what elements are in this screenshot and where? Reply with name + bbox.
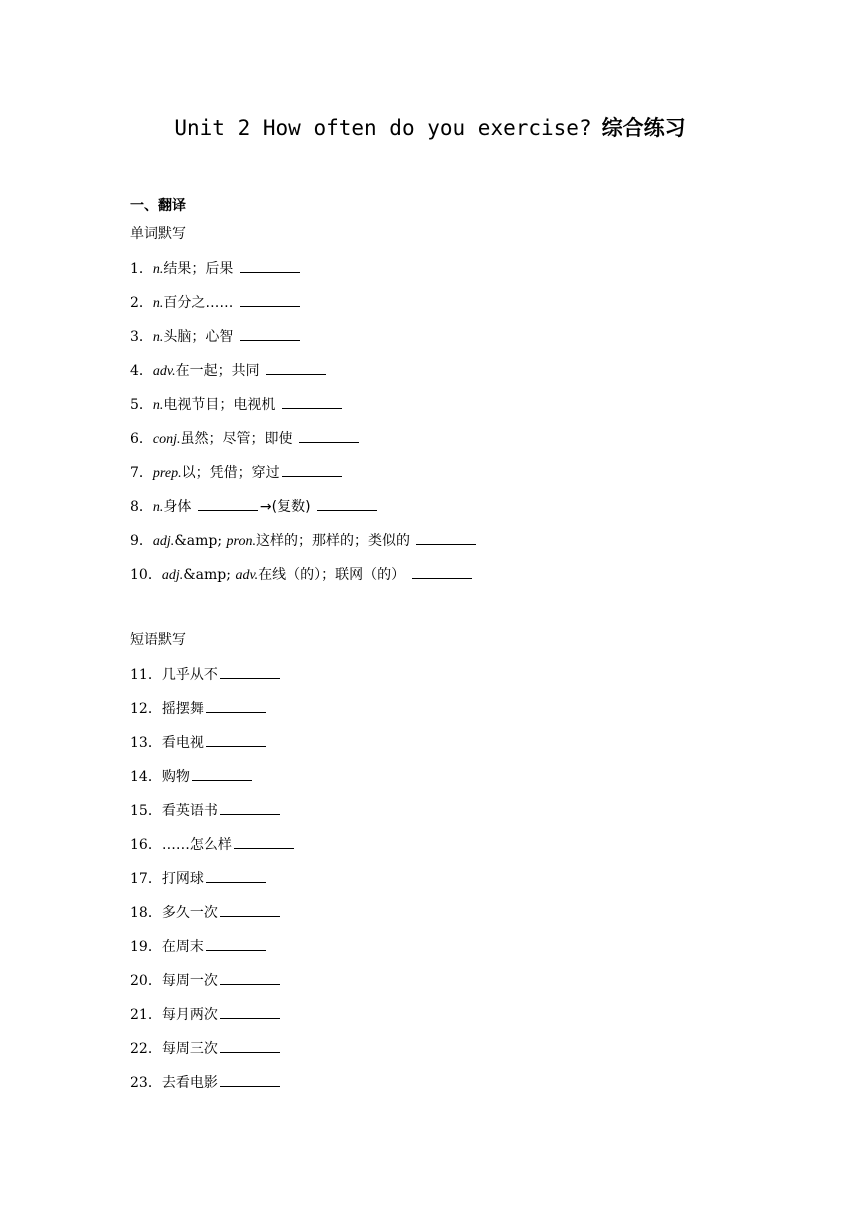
item-text: 百分之…… [163, 295, 238, 311]
phrase-item-19 [130, 936, 268, 957]
item-number: 9． [130, 533, 153, 549]
item-number: 19． [130, 939, 162, 955]
item-text: 摇摆舞 [161, 701, 204, 717]
item-number: 2． [130, 295, 153, 311]
item-text: 购物 [161, 769, 190, 785]
item-text: 虽然；尽管；即使 [180, 431, 297, 447]
part-of-speech: n. [152, 296, 164, 311]
item-number: 5． [130, 397, 153, 413]
phrase-item-11 [130, 664, 282, 685]
answer-blank[interactable] [299, 428, 359, 443]
item-number: 6． [130, 431, 153, 447]
item-text: 每周三次 [161, 1041, 218, 1057]
item-number: 20． [130, 973, 162, 989]
answer-blank[interactable] [206, 868, 266, 883]
word-item-6 [130, 428, 361, 450]
word-item-2 [130, 292, 302, 314]
title-chinese: 综合练习 [601, 116, 686, 140]
item-text: 看电视 [161, 735, 204, 751]
part-of-speech: n. [152, 398, 164, 413]
answer-blank[interactable] [240, 292, 300, 307]
amp-text: &amp; [174, 533, 227, 549]
item-text: 每周一次 [161, 973, 218, 989]
item-number: 4． [130, 363, 153, 379]
answer-blank[interactable] [240, 326, 300, 341]
item-number: 7． [130, 465, 153, 481]
answer-blank[interactable] [192, 766, 252, 781]
part-of-speech: n. [152, 500, 164, 515]
item-number: 14． [130, 769, 162, 785]
answer-blank[interactable] [206, 936, 266, 951]
answer-blank[interactable] [220, 1072, 280, 1087]
answer-blank[interactable] [206, 698, 266, 713]
phrase-item-16 [130, 834, 296, 855]
answer-blank[interactable] [412, 564, 472, 579]
phrase-item-21 [130, 1004, 282, 1025]
answer-blank[interactable] [282, 462, 342, 477]
item-text: 在一起；共同 [175, 363, 265, 379]
answer-blank[interactable] [206, 732, 266, 747]
phrase-item-22 [130, 1038, 282, 1059]
item-text: 电视节目；电视机 [163, 397, 280, 413]
answer-blank[interactable] [416, 530, 476, 545]
word-item-4 [130, 360, 328, 382]
phrase-item-13 [130, 732, 268, 753]
answer-blank[interactable] [240, 258, 300, 273]
item-number: 23． [130, 1075, 162, 1091]
word-item-8 [130, 496, 379, 518]
plural-label: →(复数) [259, 499, 315, 515]
item-text: 结果；后果 [163, 261, 238, 277]
item-text: 打网球 [161, 871, 204, 887]
phrase-item-17 [130, 868, 268, 889]
answer-blank[interactable] [266, 360, 326, 375]
part-of-speech: n. [152, 330, 164, 345]
answer-blank[interactable] [220, 970, 280, 985]
item-text: 每月两次 [161, 1007, 218, 1023]
item-number: 21． [130, 1007, 162, 1023]
answer-blank[interactable] [198, 496, 258, 511]
item-number: 13． [130, 735, 162, 751]
item-number: 1． [130, 261, 153, 277]
item-text: 在周末 [161, 939, 204, 955]
word-item-7 [130, 462, 344, 484]
item-text: 头脑；心智 [163, 329, 238, 345]
item-text: 以；凭借；穿过 [181, 465, 280, 481]
item-number: 8． [130, 499, 153, 515]
answer-blank[interactable] [220, 664, 280, 679]
part-of-speech: prep. [152, 466, 182, 481]
item-text: 去看电影 [161, 1075, 218, 1091]
part-of-speech: adj. [152, 534, 175, 549]
answer-blank[interactable] [220, 1004, 280, 1019]
item-text: 这样的；那样的；类似的 [255, 533, 415, 549]
item-number: 12． [130, 701, 162, 717]
item-text: 多久一次 [161, 905, 218, 921]
section-heading: 一、翻译 [130, 198, 186, 214]
item-number: 17． [130, 871, 162, 887]
answer-blank[interactable] [220, 1038, 280, 1053]
word-item-10 [130, 564, 474, 586]
word-item-9 [130, 530, 478, 552]
item-number: 15． [130, 803, 162, 819]
part-of-speech: n. [152, 262, 164, 277]
phrase-item-18 [130, 902, 282, 923]
answer-blank[interactable] [234, 834, 294, 849]
answer-blank[interactable] [220, 902, 280, 917]
answer-blank[interactable] [220, 800, 280, 815]
item-text: 在线（的）；联网（的） [258, 567, 410, 583]
amp-text: &amp; [183, 567, 236, 583]
phrase-item-12 [130, 698, 268, 719]
word-item-1 [130, 258, 302, 280]
title-english: Unit 2 How often do you exercise? [174, 116, 592, 140]
item-number: 22． [130, 1041, 162, 1057]
words-subheading: 单词默写 [130, 226, 186, 242]
phrase-item-23 [130, 1072, 282, 1093]
part-of-speech: conj. [152, 432, 181, 447]
answer-blank[interactable] [282, 394, 342, 409]
item-number: 16． [130, 837, 162, 853]
item-number: 10． [130, 567, 162, 583]
part-of-speech: adv. [152, 364, 176, 379]
item-text: 几乎从不 [161, 667, 218, 683]
phrase-item-20 [130, 970, 282, 991]
phrases-subheading: 短语默写 [130, 632, 186, 648]
answer-blank-plural[interactable] [317, 496, 377, 511]
phrase-item-14 [130, 766, 254, 787]
item-number: 3． [130, 329, 153, 345]
part-of-speech: adj. [161, 568, 184, 583]
page-title [0, 114, 860, 142]
part-of-speech-2: adv. [235, 568, 259, 583]
item-text: ……怎么样 [161, 837, 232, 853]
item-text: 身体 [163, 499, 196, 515]
item-text: 看英语书 [161, 803, 218, 819]
word-item-5 [130, 394, 344, 416]
item-number: 11． [130, 667, 162, 683]
word-item-3 [130, 326, 302, 348]
item-number: 18． [130, 905, 162, 921]
phrase-item-15 [130, 800, 282, 821]
part-of-speech-2: pron. [226, 534, 256, 549]
